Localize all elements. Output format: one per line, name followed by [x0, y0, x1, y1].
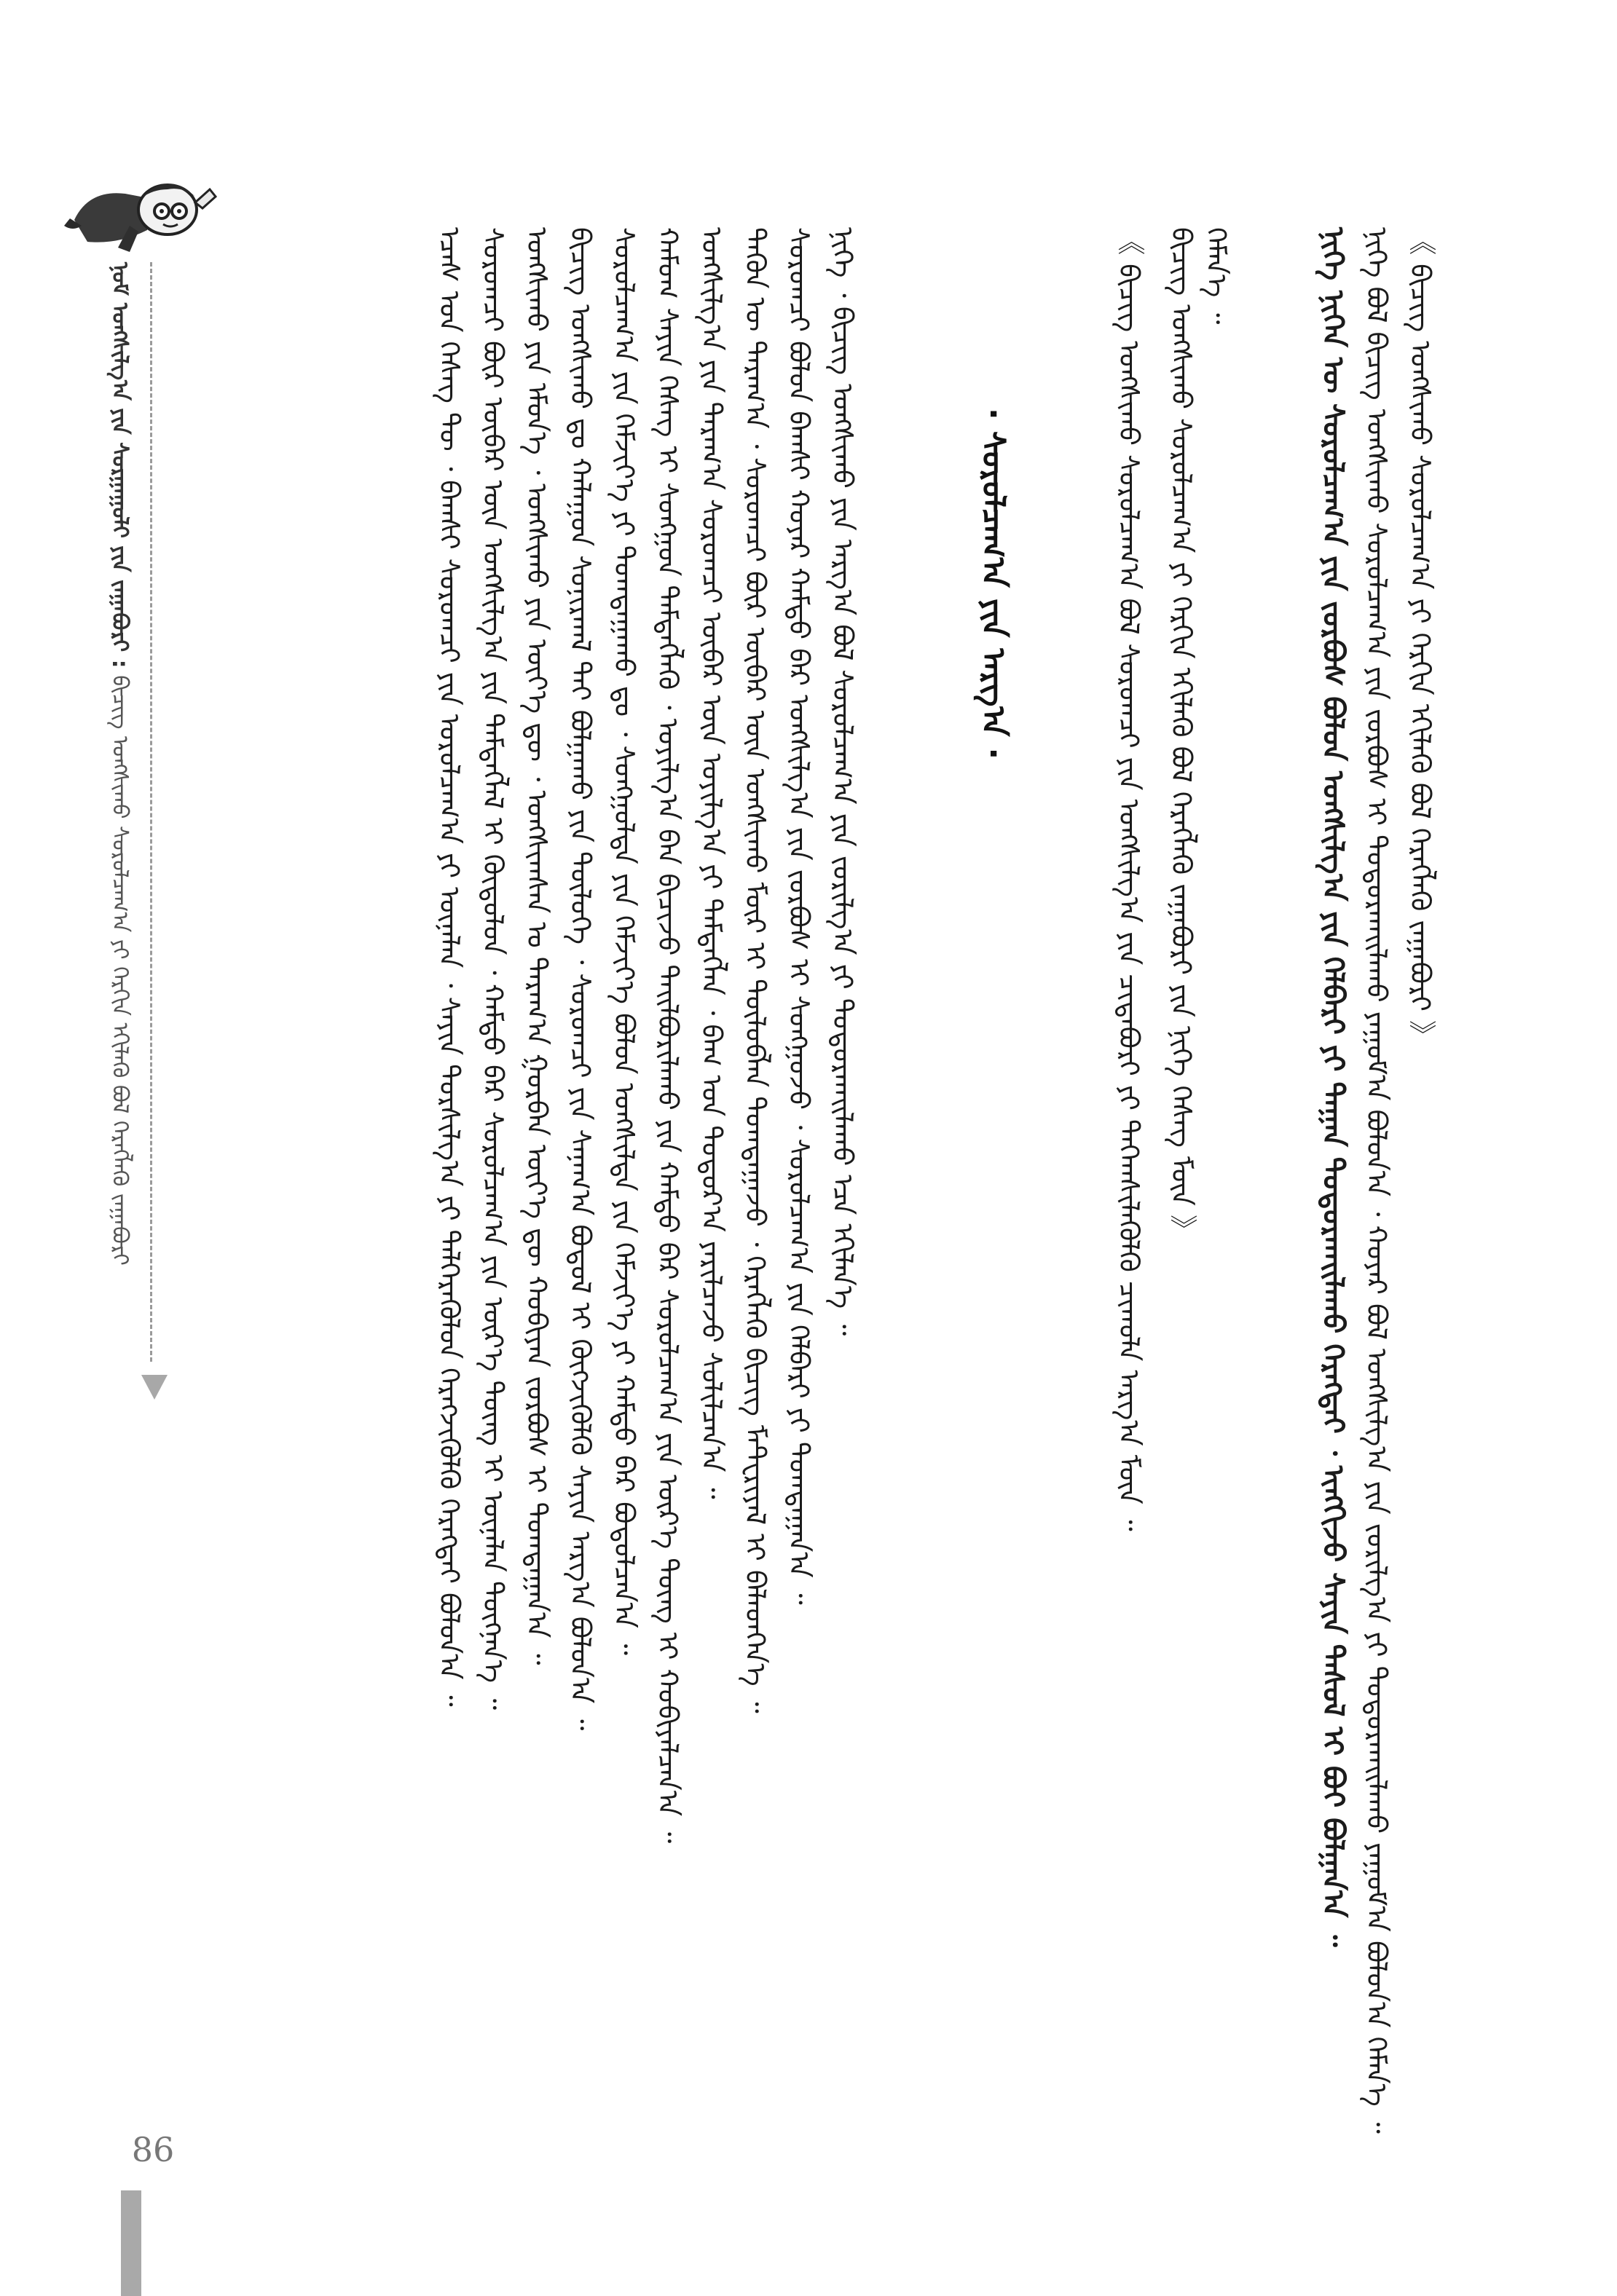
text-column: ᠪᠢᠴᠢᠭ᠌ ᠤᠩᠰᠢᠬᠤ ᠰᠤᠷᠤᠯᠴᠠᠭ᠎ᠠ ᠶᠢ ᠬᠡᠷᠬᠢᠨ ᠡᠬᠢᠯᠡᠬᠦ ᠪᠣᠯ ᠬᠡᠷᠡᠭᠯᠡᠬᠦ ᠵᠠᠭᠠᠪᠤᠷᠢ ᠶᠢᠨ ᠨᠢᠭᠡ ᠬᠡᠰᠡᠭ ᠮᠥᠨ 》 [1165, 227, 1197, 1242]
running-header-bold: ᠨᠣᠮ ᠤᠩᠰᠢᠯᠭ᠎ᠠ ᠶᠢᠨ ᠰᠤᠷᠭᠠᠭᠤᠯᠢ ᠶᠢᠨ ᠵᠠᠭᠠᠪᠤᠷᠢ : [107, 262, 133, 668]
text-column: ᠤᠩᠰᠢᠯᠭ᠎ᠠ ᠶᠢᠨ ᠳᠠᠷᠠᠭ᠎ᠠ ᠰᠤᠷᠤᠭᠴᠢ ᠥᠪᠡᠷ ᠦᠨ ᠣᠶᠢᠯᠭ᠎ᠠ ᠶᠢ ᠲᠡᠮᠳᠡᠭᠯᠡᠨ ᠂ ᠪᠠᠭ ᠤᠨ ᠳᠣᠲᠣᠷ᠎ᠠ ᠶᠠᠷᠢᠯᠴᠠᠵᠤ ᠰᠣᠯᠢᠯᠴᠠᠨ᠎ᠠ ᠃ [696, 227, 728, 1499]
page-side-tab [121, 2190, 141, 2296]
dashed-divider [150, 262, 152, 1362]
text-column-bold: ᠨᠢᠭᠡ ᠨᠢᠭᠡᠨ ᠦ ᠰᠤᠷᠤᠯᠴᠠᠭ᠎ᠠ ᠶᠢᠨ ᠵᠤᠷᠪᠤᠰ ᠪᠣᠯᠤᠨ ᠤᠩᠰᠢᠯᠭ᠎ᠠ ᠶᠢᠨ ᠬᠡᠯᠪᠡᠷᠢ ᠶᠢ ᠳᠠᠭᠠᠨ ᠲᠣᠳᠤᠷᠬᠠᠢᠯᠠᠬᠤ ᠬᠡᠷᠡᠭᠲᠡᠢ ᠂ ᠢᠩᠭᠢᠵᠦ ᠰᠠᠶᠢᠨ ᠳᠠᠰᠤᠯ ᠢ ᠪᠤᠢ ᠪᠣᠯᠭᠠᠨ᠎ᠠ ᠃ [1316, 227, 1350, 1947]
text-column: 《 ᠪᠢᠴᠢᠭ᠌ ᠤᠩᠰᠢᠬᠤ ᠰᠤᠷᠤᠯᠴᠠᠭ᠎ᠠ ᠪᠣᠯ ᠰᠤᠷᠤᠭᠴᠢ ᠶᠢᠨ ᠤᠩᠰᠢᠯᠭ᠎ᠠ ᠶᠢᠨ ᠴᠢᠳᠠᠪᠤᠷᠢ ᠶᠢ ᠳᠡᠭᠡᠭ᠍ᠰᠢᠯᠡᠭᠦᠯᠬᠦ ᠴᠢᠬᠤᠯᠠ ᠠᠷᠭ᠎ᠠ ᠮᠥᠨ ᠃ [1113, 227, 1145, 1531]
text-column: ᠰᠤᠷᠤᠭᠴᠢ ᠪᠦᠷ ᠥᠪᠡᠷ ᠦᠨ ᠤᠩᠰᠢᠯᠭ᠎ᠠ ᠶᠢᠨ ᠲᠡᠮᠳᠡᠭᠯᠡᠯ ᠢ ᠬᠥᠲᠦᠯᠦᠨ ᠂ ᠬᠠᠮᠲᠤ ᠪᠡᠷ ᠰᠤᠷᠤᠯᠴᠠᠭ᠎ᠠ ᠶᠢᠨ ᠦᠷ᠎ᠡ ᠳᠦᠩ ᠢ ᠦᠨᠡᠯᠡᠨ ᠳᠦᠭᠨᠡᠨ᠎ᠡ ᠃ [477, 227, 509, 1711]
arrow-down-icon [141, 1375, 168, 1400]
text-column: ᠬᠠᠮᠤᠭ ᠰᠠᠶᠢᠨ ᠬᠡᠰᠡᠭ ᠢ ᠰᠣᠩᠭᠤᠨ ᠲᠡᠮᠳᠡᠭᠯᠡᠬᠦ ᠂ ᠣᠶᠢᠯᠭ᠎ᠠ ᠪᠠᠨ ᠪᠢᠴᠢᠵᠦ ᠲᠠᠢᠯᠪᠤᠷᠢᠯᠠᠬᠤ ᠶᠢᠨ ᠬᠠᠮᠲᠤ ᠪᠡᠷ ᠰᠤᠷᠤᠯᠴᠠᠭ᠎ᠠ ᠶᠢᠨ ᠦᠷ᠎ᠡ ᠳᠦᠩ ᠢ ᠬᠤᠪᠢᠶᠠᠯᠴᠠᠨ᠎ᠠ ᠃ [652, 227, 684, 1844]
text-column: ᠨᠢᠭᠡ ᠂ ᠪᠢᠴᠢᠭ᠌ ᠤᠩᠰᠢᠬᠤ ᠶᠢᠨ ᠠᠷᠭ᠎ᠠ ᠪᠣᠯ ᠰᠤᠷᠤᠯᠴᠠᠭ᠎ᠠ ᠶᠢᠨ ᠵᠣᠷᠢᠯᠭ᠎ᠠ ᠶᠢ ᠲᠣᠳᠤᠷᠬᠠᠢᠯᠠᠬᠤ ᠡᠴᠡ ᠡᠬᠢᠯᠡᠨ᠎ᠡ ᠃ [827, 227, 859, 1336]
flying-boy-mascot-icon [60, 138, 227, 262]
page-number: 86 [131, 2130, 175, 2169]
text-column: ᠲᠡᠭᠦᠨ ᠦ ᠳᠠᠷᠠᠭ᠎ᠠ ᠂ ᠰᠤᠷᠤᠭᠴᠢ ᠪᠦᠷ ᠥᠪᠡᠷ ᠦᠨ ᠤᠩᠰᠢᠬᠤ ᠮᠥᠷ ᠢ ᠲᠥᠯᠥᠪᠯᠡᠨ ᠲᠣᠭᠲᠠᠭᠠᠵᠤ ᠂ ᠬᠡᠷᠡᠭᠯᠡᠬᠦ ᠪᠢᠴᠢᠭ ᠮᠠᠲ᠋ᠧᠷᠢᠶᠠᠯ ᠢ ᠪᠡᠯᠡᠳᠬᠡᠨ᠎ᠡ ᠃ [739, 227, 771, 1713]
text-column: ᠤᠩᠰᠢᠬᠤ ᠶᠢᠨ ᠡᠮᠦᠨ᠎ᠡ ᠂ ᠤᠩᠰᠢᠬᠤ ᠶᠢᠨ ᠦᠶ᠎ᠡ ᠳᠦ ᠂ ᠤᠩᠰᠢᠭᠰᠠᠨ ᠤ ᠳᠠᠷᠠᠭ᠎ᠠ ᠭᠤᠷᠪᠠᠨ ᠦᠶ᠎ᠡ ᠳᠦ ᠬᠤᠪᠢᠶᠠᠨ ᠵᠤᠷᠪᠤᠰ ᠢ ᠲᠣᠭᠲᠠᠭᠠᠨ᠎ᠠ ᠃ [521, 227, 553, 1665]
running-header [101, 262, 133, 1333]
text-column: 《 ᠪᠢᠴᠢᠭ᠌ ᠤᠩᠰᠢᠬᠤ ᠰᠤᠷᠤᠯᠴᠠᠭ᠎ᠠ ᠶᠢ ᠬᠡᠷᠬᠢᠨ ᠡᠬᠢᠯᠡᠬᠦ ᠪᠣᠯ ᠬᠡᠷᠡᠭᠯᠡᠬᠦ ᠵᠠᠭᠠᠪᠤᠷᠢ 》 [1404, 227, 1436, 1049]
running-header-text: ᠪᠢᠴᠢᠭ᠌ ᠤᠩᠰᠢᠬᠤ ᠰᠤᠷᠤᠯᠴᠠᠭ᠎ᠠ ᠶᠢ ᠬᠡᠷᠬᠢᠨ ᠡᠬᠢᠯᠡᠬᠦ ᠪᠣᠯ ᠬᠡᠷᠡᠭᠯᠡᠬᠦ ᠵᠠᠭᠠᠪᠤᠷᠢ [107, 675, 133, 1266]
text-column: ᠨᠢᠭᠡ ᠪᠣᠯ ᠪᠢᠴᠢᠭ᠌ ᠤᠩᠰᠢᠬᠤ ᠰᠤᠷᠤᠯᠴᠠᠭ᠎ᠠ ᠶᠢᠨ ᠵᠤᠷᠪᠤᠰ ᠢ ᠲᠣᠳᠤᠷᠬᠠᠢᠯᠠᠬᠤ ᠶᠠᠭᠤᠮ᠎ᠠ ᠪᠣᠯᠤᠨ᠎ᠠ ᠂ ᠬᠤᠶᠠᠷ ᠪᠣᠯ ᠤᠩᠰᠢᠯᠭ᠎ᠠ ᠶᠢᠨ ᠵᠣᠷᠢᠯᠭ᠎ᠠ ᠶᠢ ᠲᠣᠳᠤᠷᠬᠠᠢᠯᠠᠬᠤ ᠶᠠᠭᠤᠮ᠎ᠠ ᠪᠣᠯᠤᠨ᠎ᠠ ᠬᠡᠮᠡᠨ᠎ᠡ ᠃ [1361, 227, 1393, 2134]
text-column: ᠬᠡᠮᠡᠨ᠎ᠡ ᠃ [1200, 227, 1232, 325]
text-column: ᠰᠤᠷᠤᠯᠴᠠᠭ᠎ᠠ ᠶᠢᠨ ᠬᠡᠮᠵᠢᠶ᠎ᠡ ᠶᠢ ᠲᠣᠭᠲᠠᠭᠠᠬᠤ ᠳᠤ ᠂ ᠰᠣᠩᠭᠤᠯᠲᠠ ᠶᠢᠨ ᠬᠡᠮᠵᠢᠶ᠎ᠡ ᠪᠣᠯᠤᠨ ᠤᠩᠰᠢᠯᠲᠠ ᠶᠢᠨ ᠬᠡᠮᠵᠢᠶ᠎ᠡ ᠶᠢ ᠬᠠᠮᠲᠤ ᠪᠡᠷ ᠪᠣᠳᠤᠯᠴᠠᠨ᠎ᠠ ᠃ [608, 227, 640, 1655]
text-column: ᠪᠢᠴᠢᠭ᠌ ᠤᠩᠰᠢᠬᠤ ᠳᠤ ᠬᠠᠯᠠᠭᠤᠨ ᠰᠣᠨᠢᠷᠬᠠᠯ ᠲᠠᠢ ᠪᠣᠯᠭᠠᠬᠤ ᠶᠢᠨ ᠲᠥᠯᠥᠭᠡ ᠂ ᠰᠤᠷᠤᠭᠴᠢ ᠶᠢᠨ ᠰᠠᠨᠠᠭ᠎ᠠ ᠪᠣᠳᠤᠯ ᠢ ᠬᠥᠭᠵᠢᠭᠦᠯᠬᠦ ᠰᠠᠶᠢᠨ ᠠᠷᠭ᠎ᠠ ᠪᠣᠯᠤᠨ᠎ᠠ ᠃ [564, 227, 597, 1731]
text-column: ᠰᠤᠷᠤᠭᠴᠢ ᠪᠣᠯᠤᠨ ᠪᠠᠭᠰᠢ ᠬᠣᠶᠠᠷ ᠬᠠᠮᠲᠤ ᠪᠡᠷ ᠤᠩᠰᠢᠯᠭ᠎ᠠ ᠶᠢᠨ ᠵᠤᠷᠪᠤᠰ ᠢ ᠰᠣᠩᠭᠤᠵᠤ ᠂ ᠰᠤᠷᠤᠯᠴᠠᠭ᠎ᠠ ᠶᠢᠨ ᠬᠡᠯᠪᠡᠷᠢ ᠶᠢ ᠲᠣᠭᠲᠠᠭᠠᠨ᠎ᠠ ᠃ [783, 227, 815, 1605]
text-column: ᠡᠴᠡᠰ ᠤᠨ ᠬᠡᠰᠡᠭ ᠲᠦ ᠂ ᠪᠠᠭᠰᠢ ᠰᠤᠷᠤᠭᠴᠢ ᠶᠢᠨ ᠣᠷᠣᠯᠴᠠᠭ᠎ᠠ ᠶᠢ ᠦᠨᠡᠯᠡᠨ ᠂ ᠰᠠᠶᠢᠨ ᠲᠤᠷᠰᠢᠯᠭ᠎ᠠ ᠶᠢ ᠳᠡᠯᠭᠡᠷᠡᠭᠦᠯᠦᠨ ᠬᠡᠷᠡᠭᠵᠢᠭᠦᠯᠬᠦ ᠬᠡᠷᠡᠭᠲᠡᠢ ᠪᠣᠯᠤᠨ᠎ᠠ ᠃ [433, 227, 465, 1707]
section-heading: · ᠰᠤᠷᠤᠯᠴᠠᠭ᠎ᠠ ᠶᠢᠨ ᠠᠷᠭ᠎ᠠ · [975, 408, 1012, 760]
